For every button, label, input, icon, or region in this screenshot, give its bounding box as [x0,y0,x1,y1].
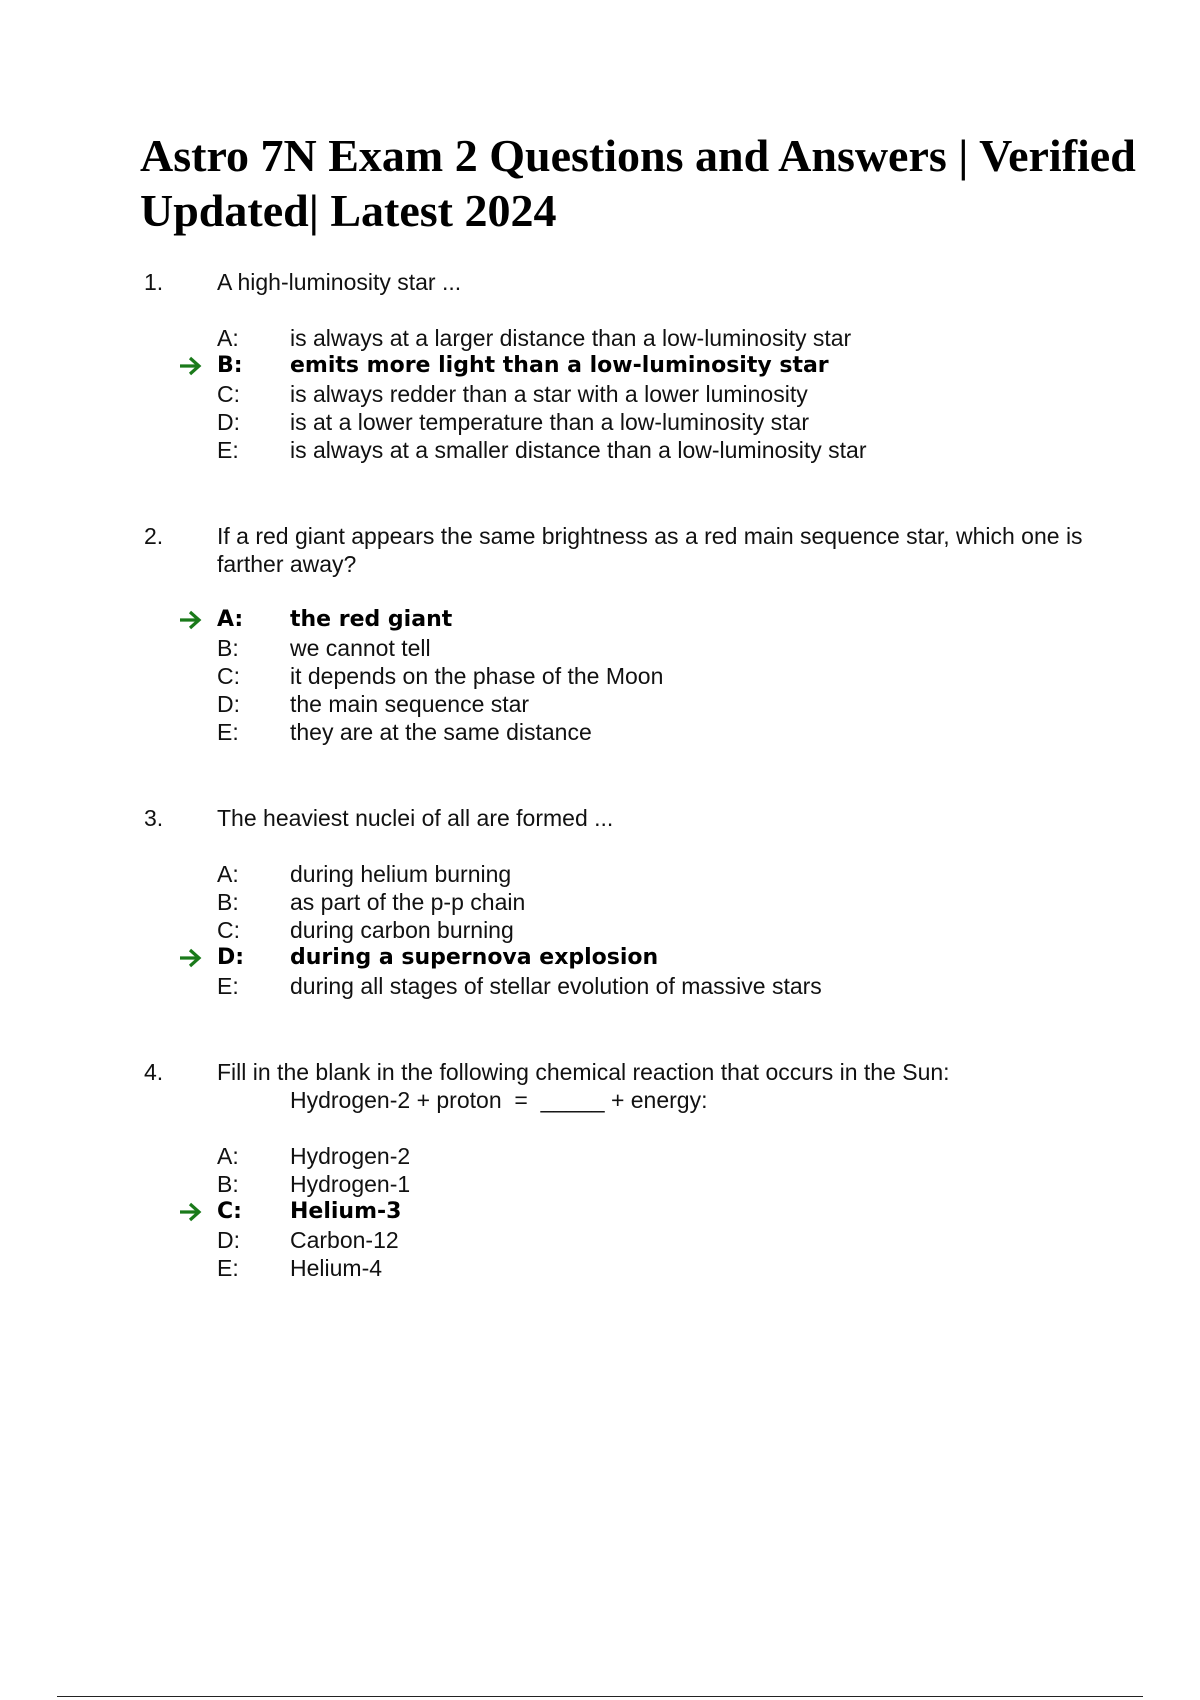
option-c [0,662,1200,690]
right-arrow-icon [178,355,204,377]
option-letter: D: [217,409,240,435]
option-letter: C: [217,1199,242,1224]
option-text: Helium-3 [290,1199,402,1224]
question-number: 1. [144,269,164,295]
option-text: they are at the same distance [290,719,592,745]
option-a [0,860,1200,888]
option-d [0,690,1200,718]
option-letter: D: [217,1227,240,1253]
option-c [0,380,1200,408]
footer-divider [57,1696,1143,1697]
option-letter: A: [217,607,244,632]
right-arrow-icon [178,609,204,631]
option-b [0,634,1200,662]
option-text: the main sequence star [290,691,530,717]
option-a-correct [0,606,1200,634]
option-text: is always at a larger distance than a low-luminosity star [290,325,852,351]
option-text: we cannot tell [290,635,431,661]
option-text: during all stages of stellar evolution of massive stars [290,973,822,999]
option-e [0,718,1200,746]
option-text: is always redder than a star with a lower luminosity [290,381,808,407]
option-e [0,972,1200,1000]
option-letter: E: [217,437,239,463]
option-text: the red giant [290,607,453,632]
option-e [0,436,1200,464]
option-text: it depends on the phase of the Moon [290,663,664,689]
option-letter: D: [217,691,240,717]
option-a [0,1142,1200,1170]
option-d [0,408,1200,436]
option-letter: E: [217,973,239,999]
option-c [0,916,1200,944]
option-letter: A: [217,861,239,887]
option-letter: C: [217,381,240,407]
option-c-correct [0,1198,1200,1226]
option-a [0,324,1200,352]
option-b [0,1170,1200,1198]
right-arrow-icon [178,1201,204,1223]
option-text: emits more light than a low-luminosity star [290,353,829,378]
question-text: The heaviest nuclei of all are formed ... [217,805,614,831]
option-letter: E: [217,1255,239,1281]
option-text: during carbon burning [290,917,514,943]
option-b [0,888,1200,916]
option-text: is always at a smaller distance than a low-luminosity star [290,437,867,463]
option-letter: C: [217,917,240,943]
option-text: Carbon-12 [290,1227,399,1253]
question-text: Fill in the blank in the following chemical reaction that occurs in the Sun: [217,1059,950,1085]
question-text: A high-luminosity star ... [217,269,462,295]
question-number: 2. [144,523,164,549]
option-letter: B: [217,635,239,661]
option-letter: A: [217,325,239,351]
option-letter: B: [217,353,243,378]
option-b-correct [0,352,1200,380]
right-arrow-icon [178,947,204,969]
question-text: If a red giant appears the same brightness as a red main sequence star, which one is farther away? [217,523,1083,577]
option-text: Helium-4 [290,1255,383,1281]
option-text: during a supernova explosion [290,945,659,970]
option-d-correct [0,944,1200,972]
option-letter: C: [217,663,240,689]
question-number: 4. [144,1059,164,1085]
option-e [0,1254,1200,1282]
option-text: during helium burning [290,861,512,887]
option-text: as part of the p-p chain [290,889,526,915]
option-letter: B: [217,1171,239,1197]
option-letter: A: [217,1143,239,1169]
option-letter: E: [217,719,239,745]
question-number: 3. [144,805,164,831]
option-text: is at a lower temperature than a low-luminosity star [290,409,809,435]
option-d [0,1226,1200,1254]
question-equation: Hydrogen-2 + proton = _____ + energy: [290,1087,708,1113]
option-text: Hydrogen-1 [290,1171,411,1197]
option-letter: B: [217,889,239,915]
option-text: Hydrogen-2 [290,1143,411,1169]
page-title: Astro 7N Exam 2 Questions and Answers | Verified Updated| Latest 2024 [140,130,1136,236]
option-letter: D: [217,945,245,970]
